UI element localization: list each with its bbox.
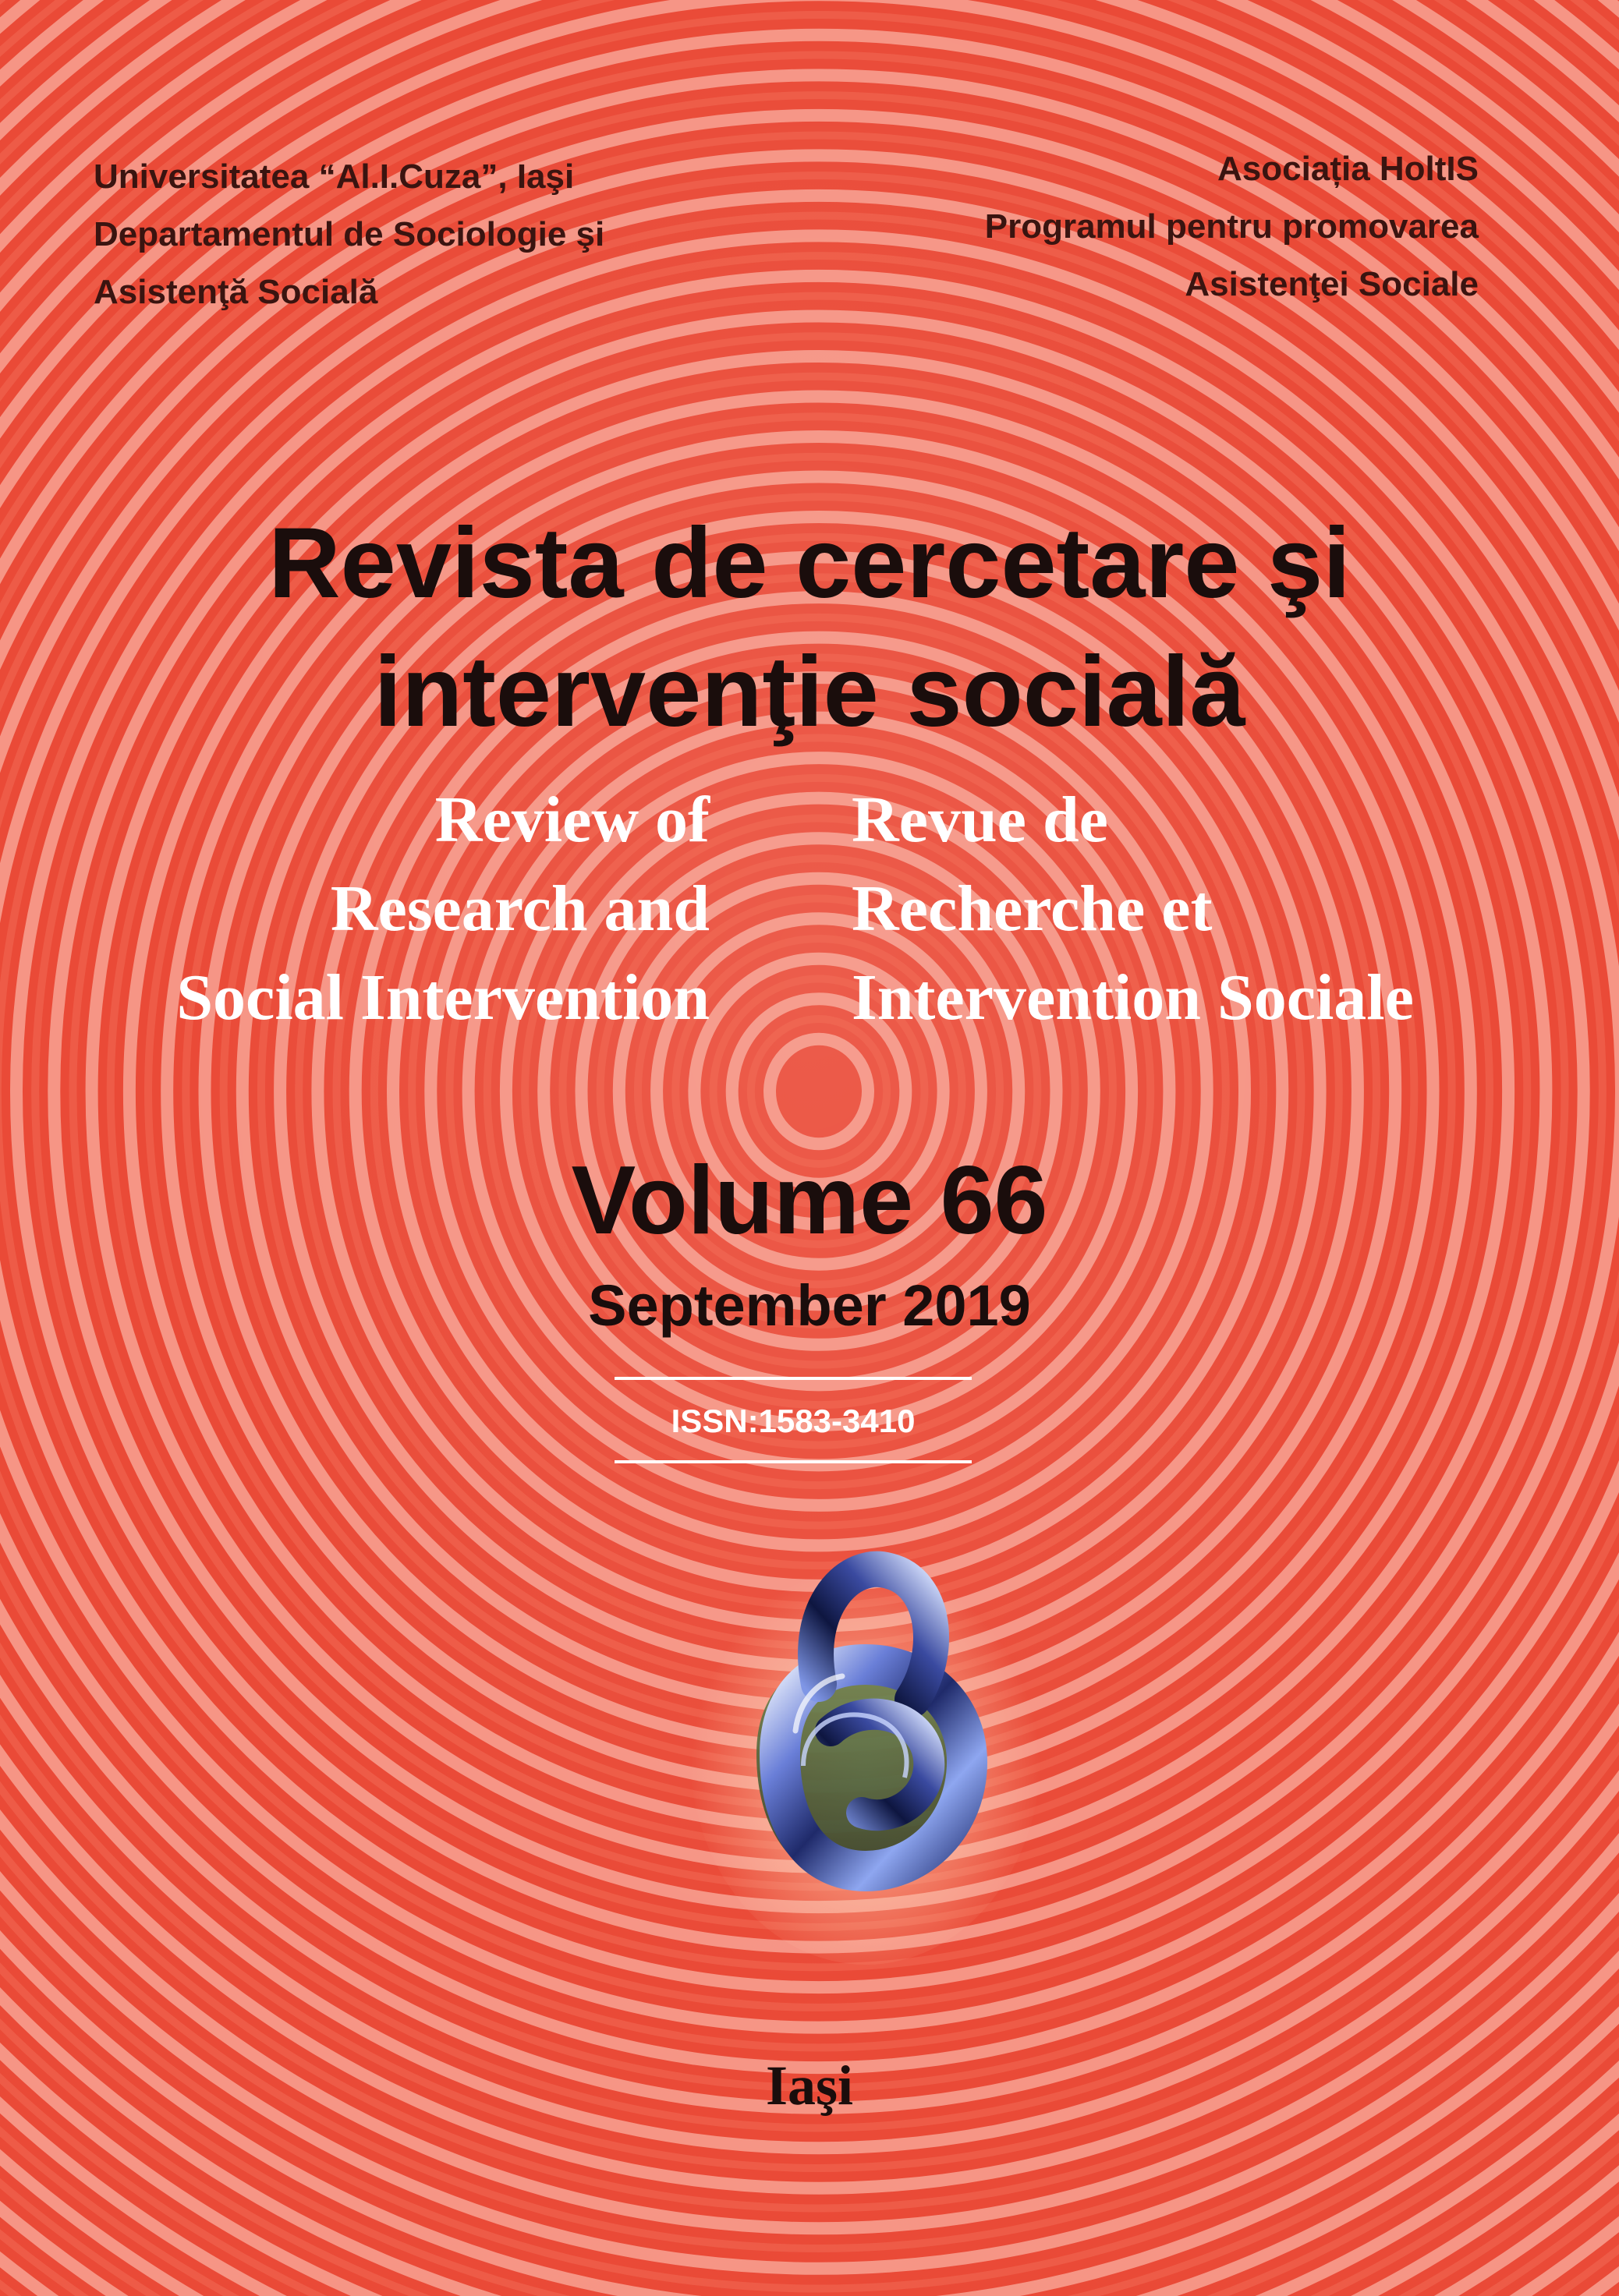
- subtitle-french-line: Recherche et: [852, 872, 1213, 945]
- issn: ISSN:1583-3410: [671, 1403, 916, 1439]
- journal-title-line: intervenţie socială: [374, 636, 1245, 748]
- subtitle-english-line: Research and: [330, 872, 710, 945]
- subtitle-french-line: Intervention Sociale: [852, 961, 1414, 1034]
- journal-title-line: Revista de cercetare şi: [268, 508, 1351, 619]
- journal-title: [0, 499, 1619, 756]
- subtitle-english: [176, 776, 710, 1042]
- volume-number: Volume 66: [571, 1147, 1048, 1254]
- chrome-knot-icon: [686, 1497, 1045, 1965]
- publisher-right-line: Asistenţei Sociale: [1185, 265, 1479, 303]
- publisher-left-line: Asistenţă Socială: [94, 273, 378, 311]
- issue-date: September 2019: [588, 1273, 1031, 1338]
- subtitle-english-line: Review of: [434, 784, 710, 856]
- ripple-ring: [770, 1039, 868, 1144]
- publisher-right-line: Asociația HoltIS: [1217, 150, 1479, 188]
- publication-city: Iaşi: [765, 2054, 854, 2117]
- publisher-right: [985, 140, 1479, 313]
- publisher-right-line: Programul pentru promovarea: [984, 207, 1479, 246]
- issn-rule-top: [615, 1377, 972, 1380]
- issn-rule-bottom: [615, 1460, 972, 1463]
- subtitle-french: [852, 776, 1414, 1042]
- publisher-left-line: Universitatea “Al.I.Cuza”, Iaşi: [94, 157, 575, 196]
- publisher-left: [94, 148, 604, 321]
- subtitle-french-line: Revue de: [852, 784, 1108, 856]
- publisher-left-line: Departamentul de Sociologie şi: [94, 215, 605, 253]
- subtitle-english-line: Social Intervention: [176, 961, 710, 1034]
